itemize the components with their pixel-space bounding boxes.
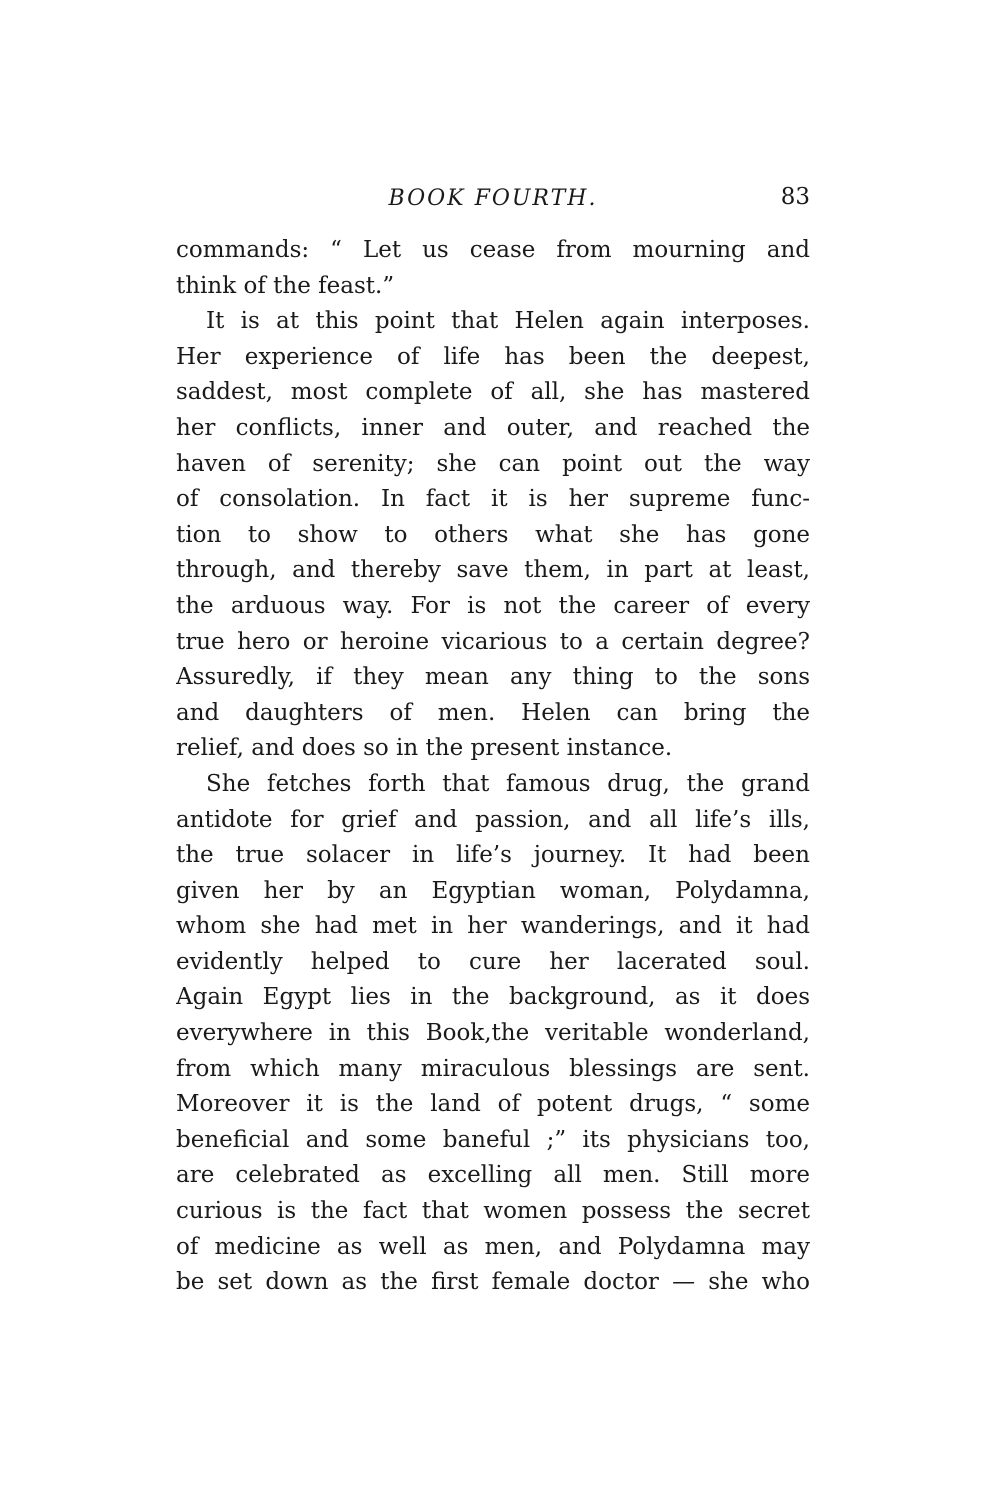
text-line: the true solacer in life’s journey. It had been (176, 842, 810, 869)
text-line: commands: “ Let us cease from mourning and (176, 237, 810, 263)
text-line: of consolation. In fact it is her supreme func- (176, 486, 810, 513)
text-line: given her by an Egyptian woman, Polydamna, (176, 877, 810, 904)
body-text (176, 233, 810, 1301)
text-line: haven of serenity; she can point out the way (176, 450, 810, 477)
text-line: Again Egypt lies in the background, as it does (176, 984, 810, 1011)
text-line: relief, and does so in the present instance. (176, 735, 673, 762)
paragraph-first-line: It is at this point that Helen again interposes. (206, 308, 810, 335)
text-line: Assuredly, if they mean any thing to the sons (176, 664, 810, 691)
text-line: Her experience of life has been the deepest, (176, 343, 810, 370)
text-line: saddest, most complete of all, she has mastered (176, 379, 810, 406)
text-line: curious is the fact that women possess the secret (176, 1198, 810, 1225)
paragraph-first-line: She fetches forth that famous drug, the grand (206, 770, 810, 797)
text-line: the arduous way. For is not the career of every (176, 592, 810, 619)
text-line: tion to show to others what she has gone (176, 521, 810, 548)
running-title: BOOK FOURTH. (388, 186, 598, 211)
text-line: Moreover it is the land of potent drugs, “ some (176, 1091, 810, 1118)
text-line: evidently helped to cure her lacerated soul. (176, 948, 810, 975)
text-line: and daughters of men. Helen can bring the (176, 699, 810, 726)
text-line: antidote for grief and passion, and all life’s ills, (176, 806, 810, 833)
text-line: of medicine as well as men, and Polydamna may (176, 1233, 810, 1260)
text-line: through, and thereby save them, in part at least, (176, 557, 810, 584)
page-number: 83 (780, 184, 810, 210)
text-line: be set down as the first female doctor — she who (176, 1269, 810, 1296)
text-line: everywhere in this Book,the veritable wonderland, (176, 1020, 810, 1047)
text-line: true hero or heroine vicarious to a certain degree? (176, 628, 810, 655)
text-line: whom she had met in her wanderings, and it had (176, 913, 810, 940)
text-line: think of the feast.” (176, 272, 395, 299)
text-line: from which many miraculous blessings are sent. (176, 1055, 810, 1082)
running-head (176, 180, 810, 220)
text-line: beneficial and some baneful ;” its physicians too, (176, 1126, 810, 1153)
text-line: are celebrated as excelling all men. Still more (176, 1162, 810, 1189)
text-line: her conflicts, inner and outer, and reached the (176, 414, 810, 441)
